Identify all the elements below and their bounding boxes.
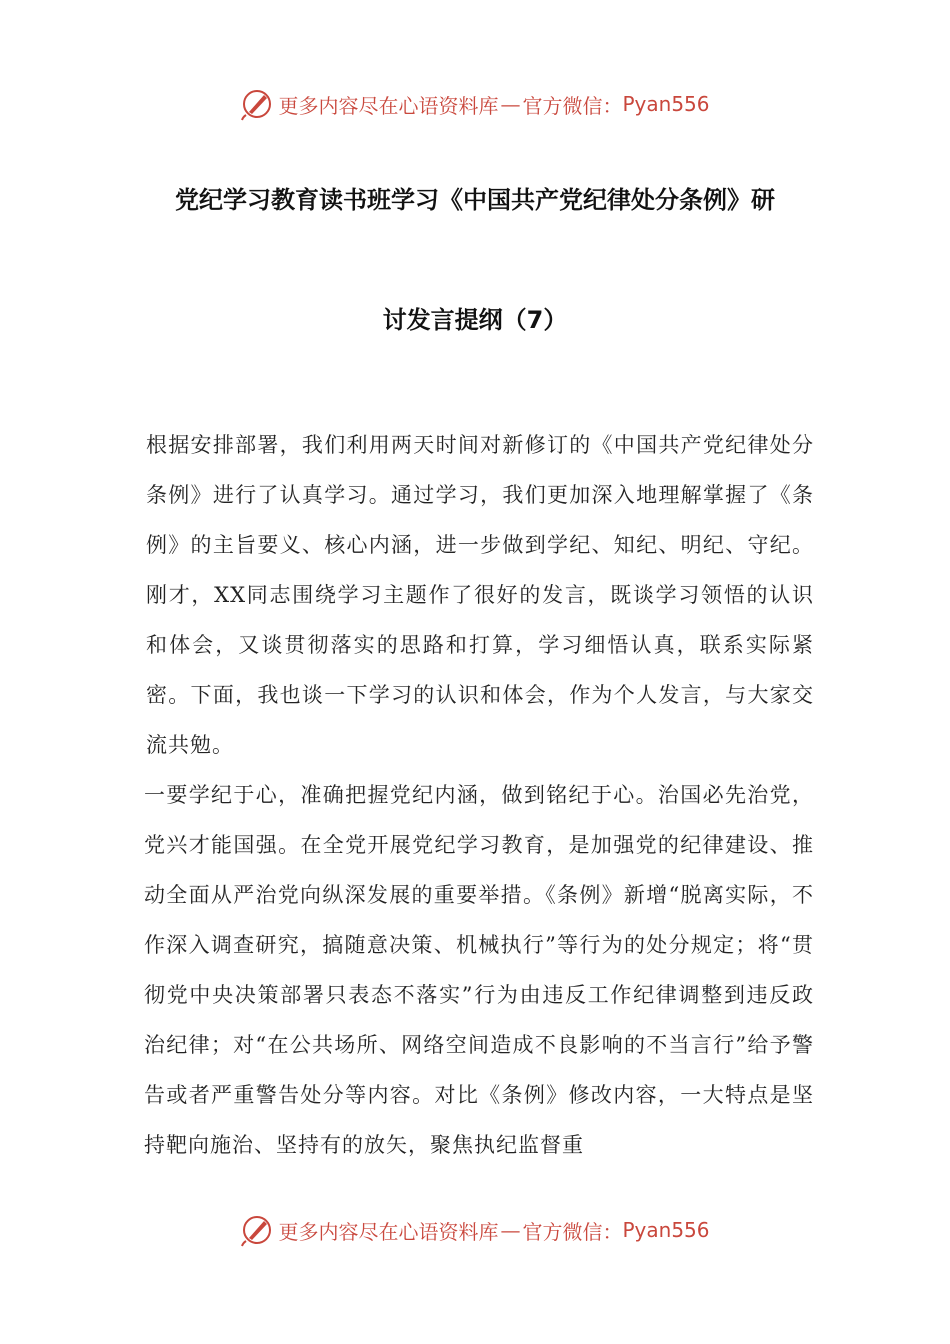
document-title-line-1: 党纪学习教育读书班学习《中国共产党纪律处分条例》研 [175,186,775,214]
watermark-text: 更多内容尽在心语资料库 [278,93,499,118]
paragraph: 一要学纪于心，准确把握党纪内涵，做到铭纪于心。治国必先治党，党兴才能国强。在全党开展党纪学习教育，是加强党的纪律建设、推动全面从严治党向纵深发展的重要举措。《条例》新增“脱离实际，不作深入调查研究，搞随意决策、机械执行”等行为的处分规定；将“贯彻党中央决策部署只表态不落实”行为由违反工作纪律调整到违反政治纪律；对“在公共场所、网络空间造成不良影响的不当言行”给予警告或者严重警告处分等内容。对比《条例》修改内容，一大特点是坚持靶向施治、坚持有的放矢，聚焦执纪监督重 [144,783,814,1157]
document-title-line-2: 讨发言提纲（7） [382,306,568,334]
paragraph: 根据安排部署，我们利用两天时间对新修订的《中国共产党纪律处分条例》进行了认真学习。通过学习，我们更加深入地理解掌握了《条例》的主旨要义、核心内涵，进一步做到学纪、知纪、明纪、守纪。刚才，XX同志围绕学习主题作了很好的发言，既谈学习领悟的认识和体会，又谈贯彻落实的思路和打算，学习细悟认真，联系实际紧密。下面，我也谈一下学习的认识和体会，作为个人发言，与大家交流共勉。 [146,433,814,757]
watermark-id: Pyan556 [622,92,710,116]
watermark-text: 更多内容尽在心语资料库 [278,1219,499,1244]
quill-pen-circle-icon [240,1213,274,1247]
footer-watermark [0,1210,950,1250]
quill-pen-circle-icon [240,87,274,121]
header-watermark [0,84,950,124]
watermark-separator: — [500,1218,521,1242]
watermark-suffix: 官方微信： [522,1219,623,1244]
watermark-suffix: 官方微信： [522,93,623,118]
watermark-separator: — [500,92,521,116]
watermark-id: Pyan556 [622,1218,710,1242]
document-body [146,420,814,1170]
